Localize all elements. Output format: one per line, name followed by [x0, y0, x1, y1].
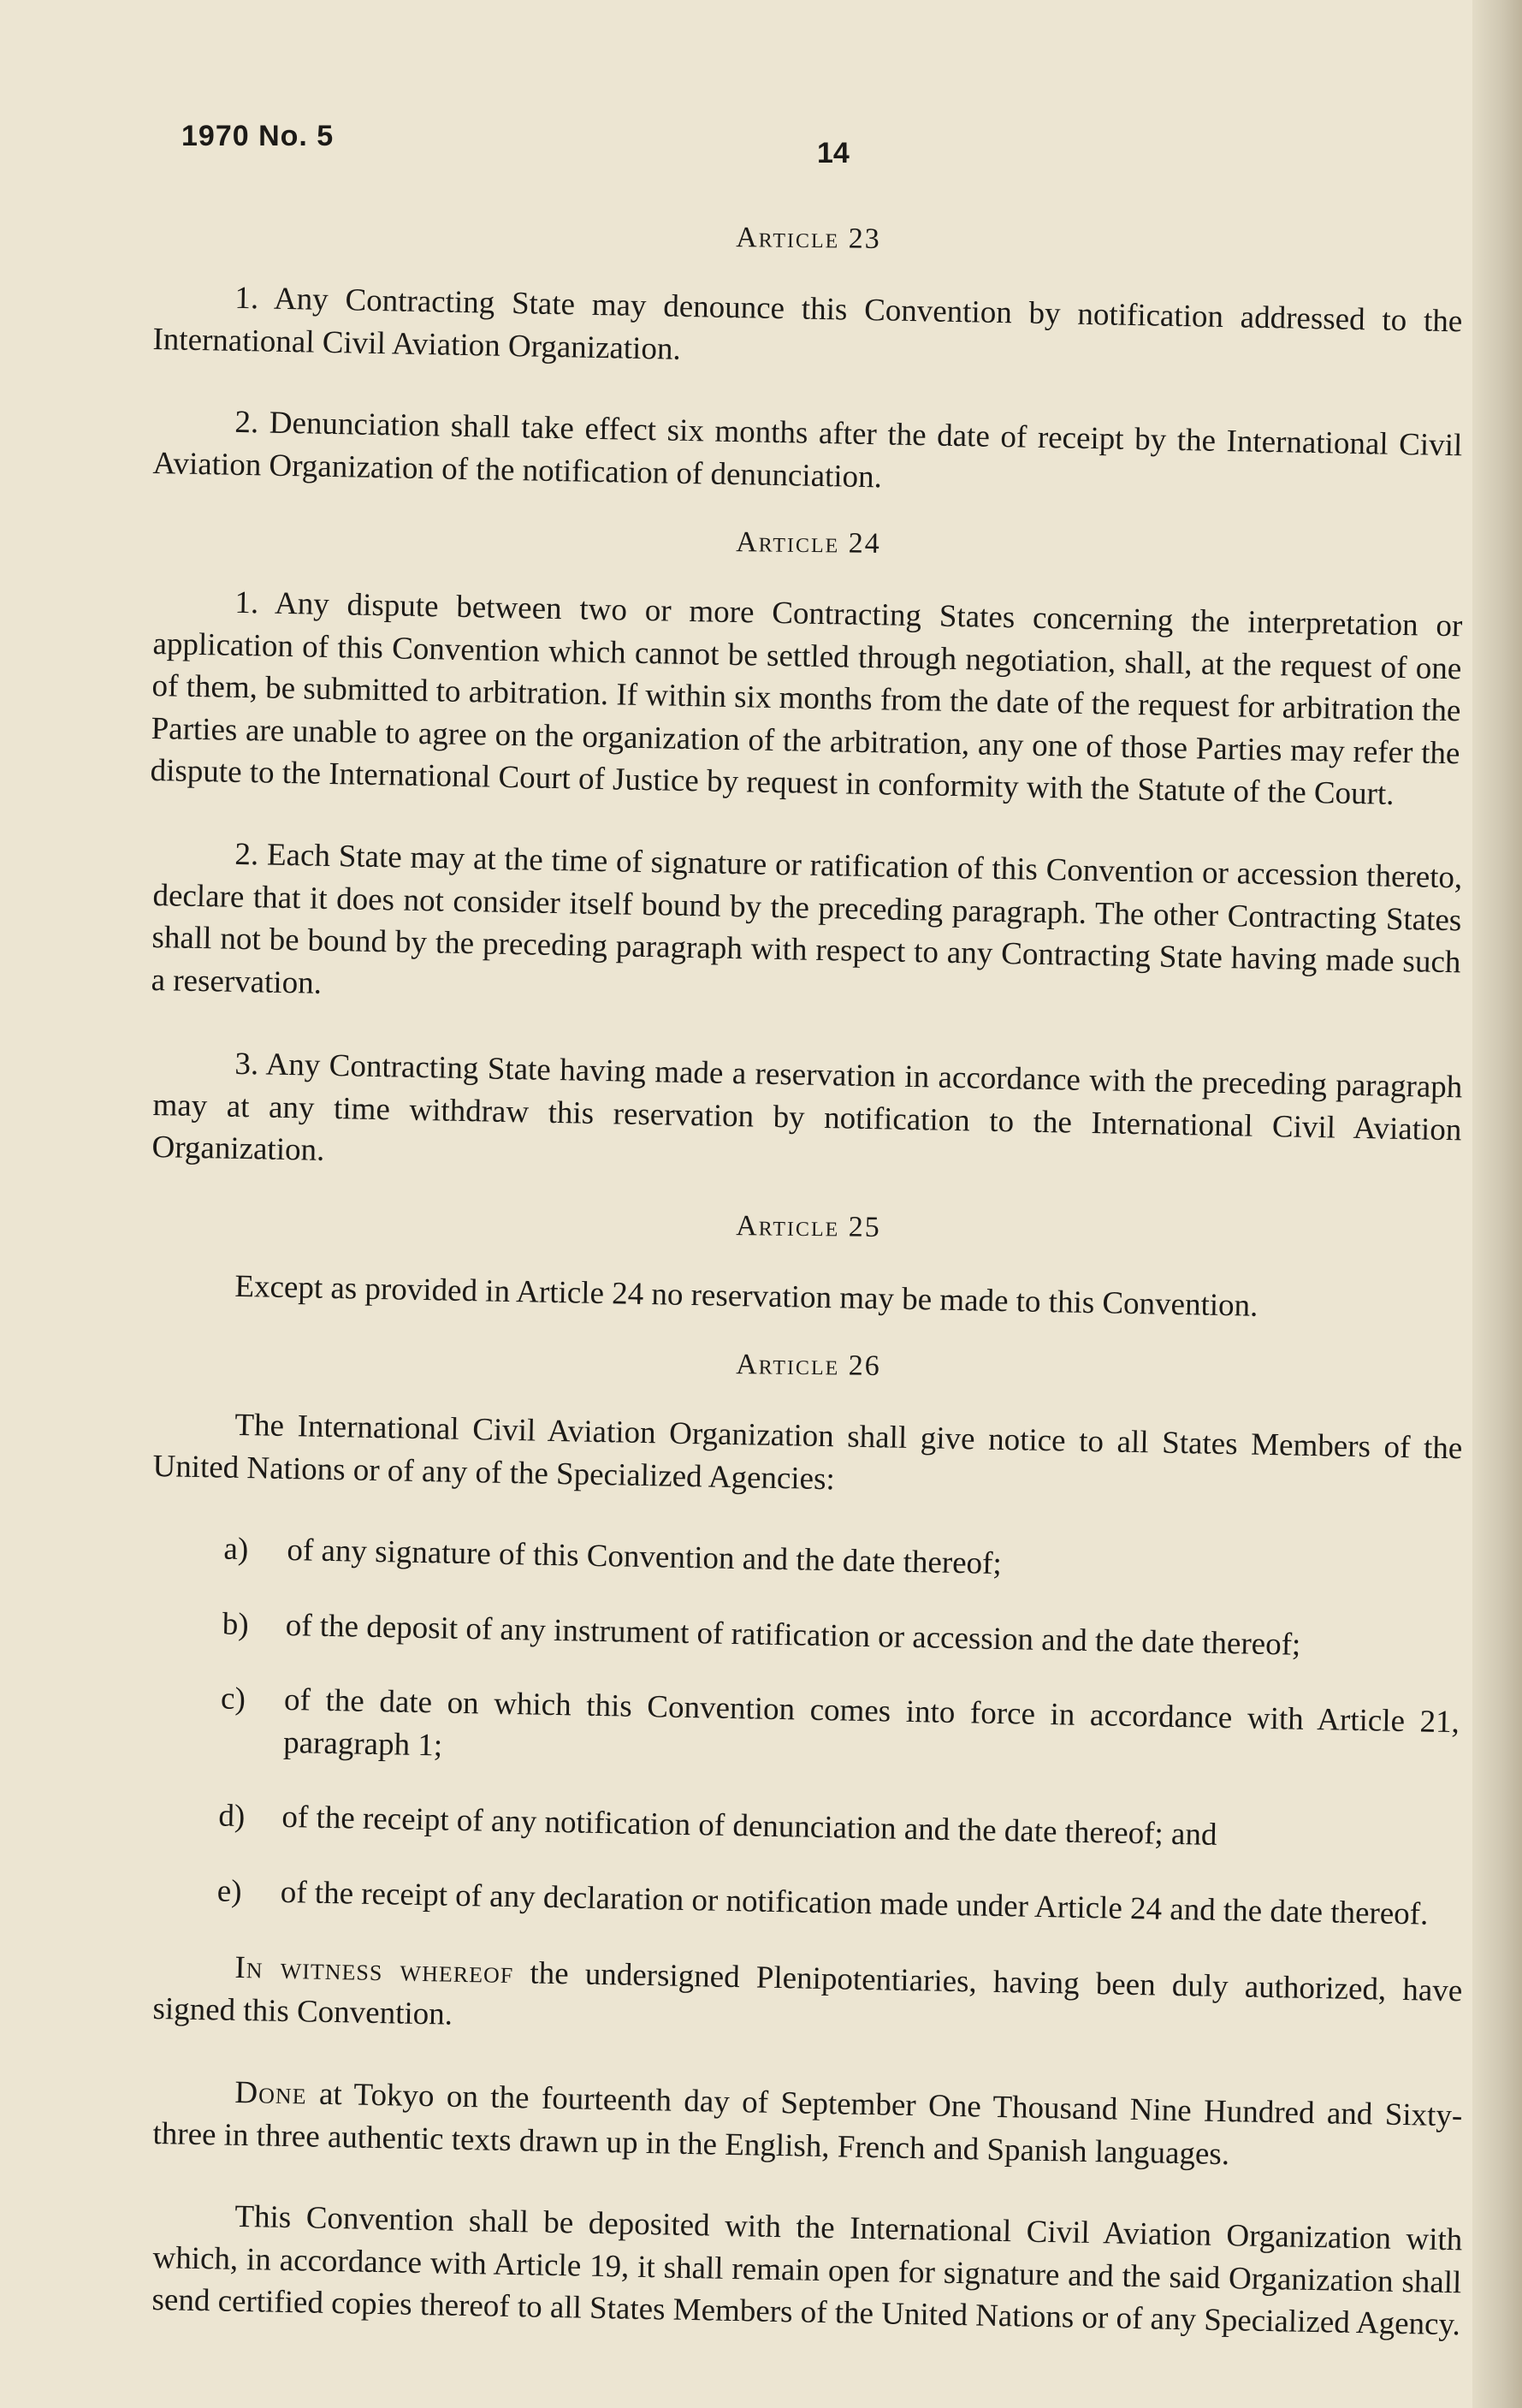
list-item — [153, 1527, 1463, 1594]
page-header — [154, 111, 1463, 180]
article-23-paragraph-1: 1. Any Contracting State may denounce this Convention by notification addressed to the International Civil Aviation Organization. — [152, 280, 1463, 367]
witness-clause — [152, 1945, 1463, 2055]
notice-list — [146, 1527, 1462, 1936]
list-marker: d) — [218, 1798, 246, 1835]
article-25-paragraph-1: Except as provided in Article 24 no reservation may be made to this Convention. — [234, 1269, 1258, 1325]
article-24-paragraph-3: 3. Any Contracting State having made a reservation in accordance with the preceding paragraph may at any time withdraw this reservation by notification to the International Civil Aviation Organization. — [151, 1046, 1463, 1168]
article-23-paragraph-2: 2. Denunciation shall take effect six months after the date of receipt by the International Civil Aviation Organization of the notification of denunciation. — [152, 404, 1463, 495]
list-marker: b) — [222, 1606, 250, 1642]
list-item — [146, 1869, 1456, 1936]
article-26 — [152, 1348, 1463, 1932]
list-marker: e) — [216, 1873, 242, 1909]
document-page — [150, 111, 1463, 2361]
article-23-title: Article 23 — [736, 222, 881, 255]
list-item — [151, 1602, 1461, 1670]
page-number: 14 — [817, 137, 850, 169]
witness-lead: In witness whereof — [234, 1950, 514, 1991]
list-marker: a) — [223, 1531, 249, 1568]
done-lead: Done — [234, 2074, 308, 2112]
list-item-text: of the receipt of any declaration or notification made under Article 24 and the date thereof. — [280, 1874, 1429, 1932]
list-item-text: of the date on which this Convention comes into force in accordance with Article 21, paragraph 1; — [282, 1682, 1460, 1764]
article-24-title: Article 24 — [736, 526, 881, 560]
article-25-title: Article 25 — [736, 1210, 881, 1244]
article-26-intro: The International Civil Aviation Organization shall give notice to all States Members of the United Nations or of any of the Specialized Agencies: — [152, 1407, 1463, 1497]
article-26-title: Article 26 — [736, 1348, 881, 1382]
list-item-text: of the deposit of any instrument of ratification or accession and the date thereof; — [285, 1607, 1301, 1663]
list-item — [150, 1676, 1460, 1787]
done-clause — [152, 2070, 1463, 2180]
deposit-clause: This Convention shall be deposited with the International Civil Aviation Organization with which, in accordance with Article 19, it shall remain open for signature and the said Organization shall send certified copies thereof to all States Members of the United Nations or of any Specialized Agency. — [151, 2198, 1463, 2343]
list-item — [148, 1794, 1458, 1861]
document-reference: 1970 No. 5 — [181, 120, 335, 152]
article-25 — [154, 1210, 1463, 1325]
article-23 — [152, 222, 1463, 495]
article-24-paragraph-1: 1. Any dispute between two or more Contracting States concerning the interpretation or application of this Convention which cannot be settled through negotiation, shall, at the request of one of them, be submitted to arbitration. If within six months from the date of the request for arbitration the Parties are unable to agree on the organization of the arbitration, any one of those Parties may refer the dispute to the International Court of Justice by request in conformity with the Statute of the Court. — [150, 585, 1463, 813]
done-text: at Tokyo on the fourteenth day of September One Thousand Nine Hundred and Sixty-three in three authentic texts drawn up in the English, French and Spanish languages. — [152, 2076, 1463, 2172]
witness-text: the undersigned Plenipotentiaries, having been duly authorized, have signed this Convention. — [152, 1955, 1463, 2032]
page-edge — [1472, 0, 1522, 2408]
list-item-text: of the receipt of any notification of denunciation and the date thereof; and — [281, 1800, 1217, 1853]
closing-clauses — [151, 1945, 1463, 2343]
article-24-paragraph-2: 2. Each State may at the time of signature or ratification of this Convention or accession thereto, declare that it does not consider itself bound by the preceding paragraph. The other Contracting States shall not be bound by the preceding paragraph with respect to any Contracting State having made such a reservation. — [151, 837, 1463, 1001]
list-marker: c) — [220, 1681, 246, 1717]
article-24 — [150, 526, 1463, 1168]
list-item-text: of any signature of this Convention and the date thereof; — [287, 1532, 1003, 1582]
